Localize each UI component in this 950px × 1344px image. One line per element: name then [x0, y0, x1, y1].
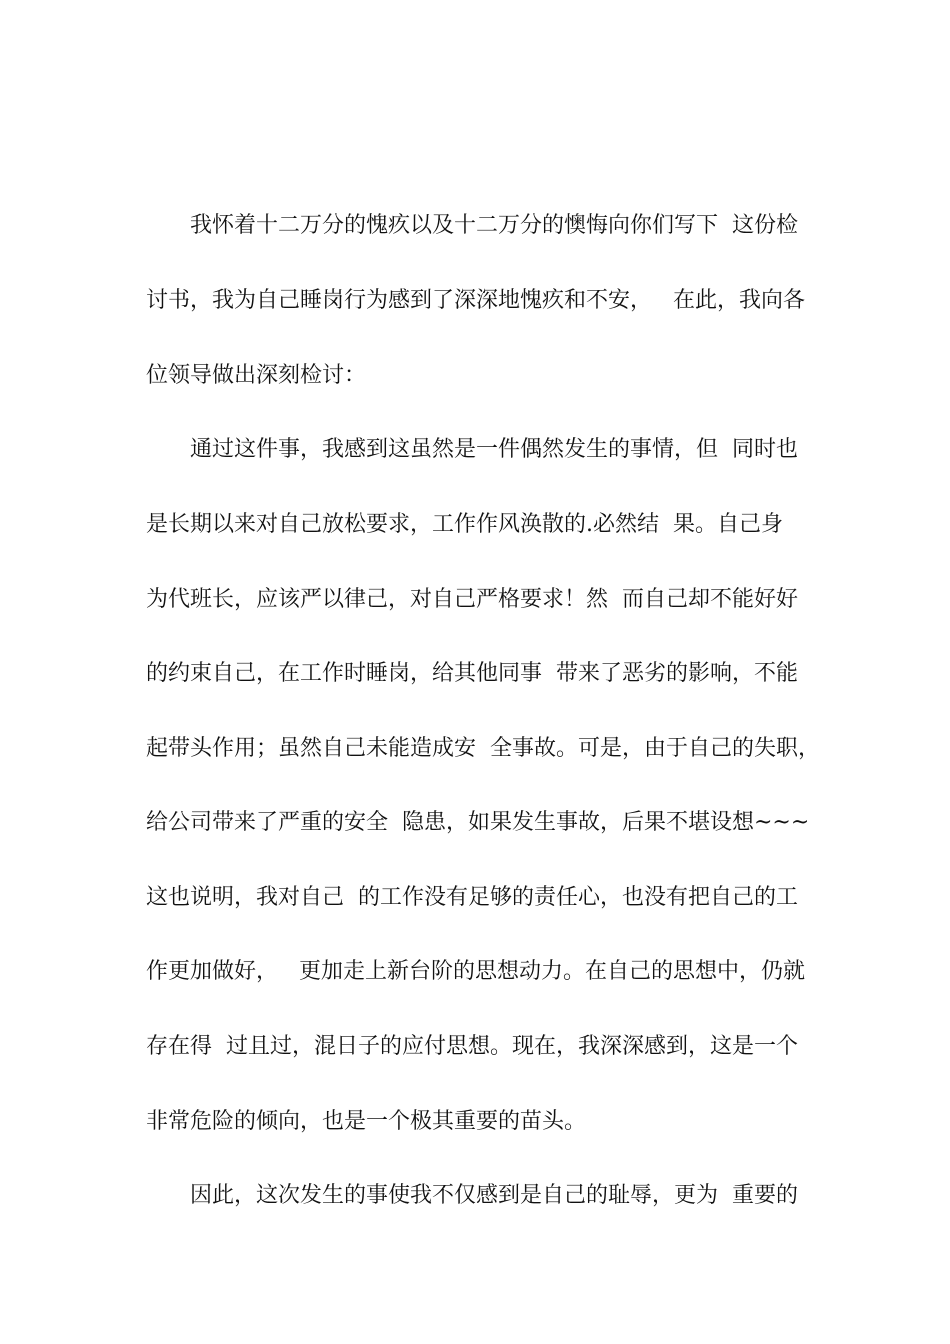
body-text-line: 起带头作用；虽然自己未能造成安 全事故。可是，由于自己的失职， — [146, 736, 820, 761]
body-text-line: 位领导做出深刻检讨： — [146, 363, 367, 388]
body-text-line: 作更加做好， 更加走上新台阶的思想动力。在自己的思想中，仍就 — [146, 959, 805, 984]
body-text-line: 讨书，我为自己睡岗行为感到了深深地愧疚和不安， 在此，我向各 — [146, 288, 805, 313]
body-text-line: 我怀着十二万分的愧疚以及十二万分的懊悔向你们写下 这份检 — [146, 213, 798, 238]
body-text-line: 的约束自己，在工作时睡岗，给其他同事 带来了恶劣的影响，不能 — [146, 661, 798, 686]
body-text-line: 为代班长，应该严以律己，对自己严格要求！然 而自己却不能好好 — [146, 587, 798, 612]
body-text-line: 存在得 过且过，混日子的应付思想。现在，我深深感到，这是一个 — [146, 1034, 798, 1059]
body-text-line: 通过这件事，我感到这虽然是一件偶然发生的事情，但 同时也 — [146, 437, 798, 462]
body-text-line: 这也说明，我对自己 的工作没有足够的责任心，也没有把自己的工 — [146, 885, 798, 910]
body-text-line: 非常危险的倾向，也是一个极其重要的苗头。 — [146, 1109, 587, 1134]
body-text-line: 因此，这次发生的事使我不仅感到是自己的耻辱，更为 重要的 — [146, 1183, 798, 1208]
body-text-line: 给公司带来了严重的安全 隐患，如果发生事故，后果不堪设想~~~ — [146, 810, 810, 835]
body-text-line: 是长期以来对自己放松要求，工作作风涣散的.必然结 果。自己身 — [146, 512, 783, 537]
